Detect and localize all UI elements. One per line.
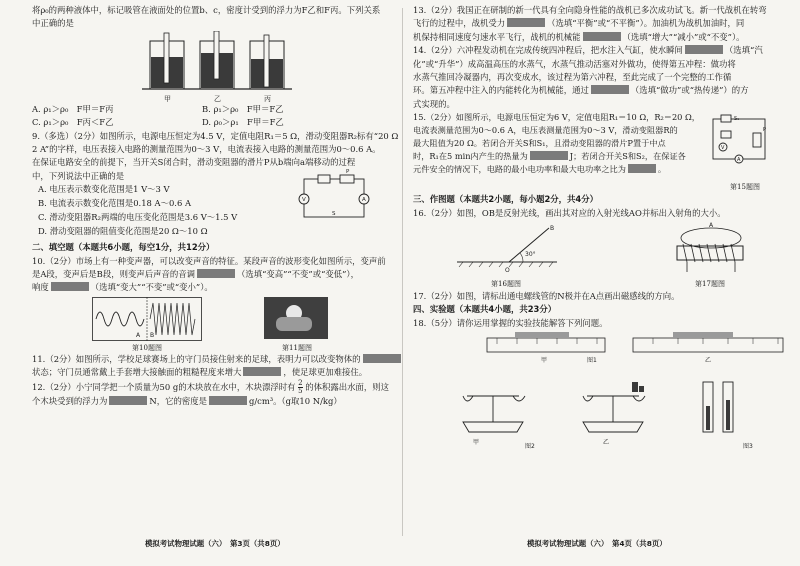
beaker-label-jia: 甲 bbox=[164, 94, 171, 103]
balance-label-jia: 甲 bbox=[473, 439, 480, 447]
q9-option-b[interactable]: B. 电流表示数变化范围是0.18 A～0.6 A bbox=[38, 198, 191, 209]
q10-line-1: 10.（2分）市场上有一种变声器，可以改变声音的特征。某段声音的波形变化如图所示，变声前 bbox=[32, 255, 386, 266]
q13-text-d: （选填“增大”“减小”或“不变”）。 bbox=[622, 31, 745, 42]
svg-text:V: V bbox=[302, 197, 306, 204]
svg-text:B: B bbox=[150, 331, 155, 339]
q13-line-2 bbox=[413, 17, 791, 30]
q8-option-d[interactable]: D. ρ₀＞ρ₁ F甲＝F乙 bbox=[202, 117, 284, 128]
q14-text-c: 环。第五冲程中注入的内能转化为机械能，通过 bbox=[413, 85, 589, 96]
beakers-diagram bbox=[142, 31, 292, 103]
solenoid-diagram bbox=[653, 222, 763, 274]
q11-answer-blank-1[interactable] bbox=[363, 354, 401, 363]
angle-label: 30° bbox=[525, 251, 536, 259]
svg-text:V: V bbox=[721, 145, 725, 152]
q8-options-row-1 bbox=[32, 103, 410, 116]
q14-line-5: 式实现的。 bbox=[413, 98, 455, 109]
q15-answer-blank-2[interactable] bbox=[628, 164, 656, 173]
q17-line: 17.（2分）如图，请标出通电螺线管的N极并在A点画出磁感线的方向。 bbox=[413, 291, 680, 302]
q8-options-row-2 bbox=[32, 116, 410, 129]
svg-text:P: P bbox=[346, 169, 350, 176]
q14-line-3: 水蒸气推回冷凝器内，再次变成水，该过程为第六冲程，至此完成了一个完整的工作循 bbox=[413, 72, 732, 83]
q15-answer-blank-1[interactable] bbox=[530, 151, 568, 160]
fig17-caption: 第17题图 bbox=[695, 280, 725, 289]
q8-option-c[interactable]: C. ρ₁＞ρ₀ F丙＜F乙 bbox=[32, 117, 114, 128]
q15-block bbox=[413, 111, 791, 193]
q13-text-a: 飞行的过程中，战机受力 bbox=[413, 18, 506, 29]
q13-answer-blank-1[interactable] bbox=[507, 18, 545, 27]
page-3-column bbox=[32, 4, 410, 408]
q15-line-5 bbox=[413, 163, 705, 176]
q15-line-1: 15.（2分）如图所示，电源电压恒定为6 V，定值电阻R₁＝10 Ω，R₂＝20 Ω， bbox=[413, 112, 700, 123]
q9-circuit-diagram bbox=[294, 169, 374, 223]
q18-ruler-figure bbox=[413, 330, 791, 370]
q15-line-4 bbox=[413, 150, 705, 163]
q14-text-b: （选填“汽 bbox=[724, 45, 763, 56]
balances-and-thermometers bbox=[433, 370, 773, 450]
section-2-title: 二、填空题（本题共6小题，每空1分，共12分） bbox=[32, 242, 215, 253]
q15-text-a: 时，R₁在5 min内产生的热量为 bbox=[413, 151, 528, 162]
svg-text:S₁: S₁ bbox=[734, 116, 740, 123]
q13-text-b: （选填“平衡”或“不平衡”）。加油机为战机加油时，同 bbox=[547, 18, 745, 29]
beaker-label-yi: 乙 bbox=[214, 94, 221, 103]
q14-answer-blank-1[interactable] bbox=[685, 45, 723, 54]
q10-answer-blank-2[interactable] bbox=[51, 282, 89, 291]
svg-text:A: A bbox=[709, 222, 714, 230]
fig3-caption: 图3 bbox=[743, 443, 753, 451]
q18-line: 18.（5分）请你运用掌握的实验技能解答下列问题。 bbox=[413, 317, 608, 328]
beaker-label-bing: 丙 bbox=[264, 94, 271, 103]
q15-text-d: 。 bbox=[657, 164, 667, 175]
svg-text:A: A bbox=[136, 331, 141, 339]
section-3-title: 三、作图题（本题共2小题，每小题2分，共4分） bbox=[413, 194, 598, 205]
q9-option-d[interactable]: D. 滑动变阻器的阻值变化范围是20 Ω～10 Ω bbox=[38, 226, 208, 237]
page-4-footer: 模拟考试物理试题（六） 第4页（共8页） bbox=[527, 539, 667, 548]
balance-label-yi: 乙 bbox=[603, 439, 610, 447]
fig10-caption: 第10题图 bbox=[132, 343, 162, 352]
q8-option-b[interactable]: B. ρ₁＞ρ₀ F甲＝F乙 bbox=[202, 103, 284, 114]
q14-answer-blank-2[interactable] bbox=[591, 85, 629, 94]
fig2-caption: 图2 bbox=[525, 443, 535, 451]
q12-text-c: 个木块受到的浮力为 bbox=[32, 395, 108, 406]
goalkeeper-photo bbox=[264, 297, 328, 339]
q16-q17-figures bbox=[413, 220, 791, 290]
q9-option-a[interactable]: A. 电压表示数变化范围是1 V～3 V bbox=[38, 184, 170, 195]
q9-line-4: 中，下列说法中正确的是 bbox=[32, 170, 125, 181]
q10-answer-blank-1[interactable] bbox=[197, 269, 235, 278]
q9-option-c[interactable]: C. 滑动变阻器R₂两端的电压变化范围是3.6 V～1.5 V bbox=[38, 212, 238, 223]
q13-text-c: 机保持相同速度匀速水平飞行，战机的机械能 bbox=[413, 31, 581, 42]
q12-text-e: g/cm³。（g取10 N/kg） bbox=[248, 395, 342, 406]
q13-line-1: 13.（2分）我国正在研制的新一代具有全向隐身性能的战机已多次成功试飞。新一代战机在转弯 bbox=[413, 5, 767, 15]
q12-line-2 bbox=[32, 395, 410, 408]
q8-density-figure bbox=[32, 31, 410, 103]
q10-text-a: 是A段，变声后是B段，则变声后声音的音调 bbox=[32, 269, 195, 280]
q10-text-c: 响度 bbox=[32, 282, 49, 293]
fraction-numerator: 2 bbox=[298, 378, 303, 387]
q12-answer-blank-1[interactable] bbox=[109, 396, 147, 405]
q12-text-a: 12.（2分）小宁同学把一个质量为50 g的木块放在水中，木块漂浮时有 bbox=[32, 381, 296, 392]
q10-line-2 bbox=[32, 268, 410, 281]
fraction-denominator: 5 bbox=[298, 386, 303, 395]
q11-line-2 bbox=[32, 366, 410, 379]
rulers-diagram bbox=[483, 332, 800, 370]
q15-line-2: 电流表测量范围为0～0.6 A，电压表测量范围为0～3 V，滑动变阻器R的 bbox=[413, 125, 678, 136]
q10-line-3 bbox=[32, 281, 410, 294]
fig16-caption: 第16题图 bbox=[491, 280, 521, 289]
q11-answer-blank-2[interactable] bbox=[243, 367, 281, 376]
q16-line: 16.（2分）如图，OB是反射光线，画出其对应的入射光线AO并标出入射角的大小。 bbox=[413, 207, 726, 218]
reflection-diagram bbox=[453, 222, 563, 274]
q12-text-d: N，它的密度是 bbox=[149, 395, 207, 406]
q10-text-b: （选填“变高”“不变”或“变低”）， bbox=[236, 269, 359, 280]
fig1-caption: 图1 bbox=[587, 357, 597, 365]
q14-text-a: 14.（2分）六冲程发动机在完成传统四冲程后，把水注入气缸，使水瞬间 bbox=[413, 45, 683, 56]
sound-waveform-figure bbox=[92, 297, 202, 341]
q8-option-a[interactable]: A. ρ₁＞ρ₀ F甲＝F丙 bbox=[32, 103, 114, 114]
q9-line-3: 在保证电路安全的前提下，当开关S闭合时，滑动变阻器的滑片P从b端向a端移动的过程 bbox=[32, 157, 356, 168]
column-divider bbox=[402, 8, 403, 536]
q8-intro-line-2: 中正确的是 bbox=[32, 18, 74, 29]
q15-text-b: J；若闭合开关S和S₂，在保证各 bbox=[569, 151, 686, 162]
q10-q11-figures bbox=[32, 295, 410, 353]
svg-text:O: O bbox=[505, 267, 510, 275]
q11-text-b: 状态；守门员通常戴上手套增大接触面的粗糙程度来增大 bbox=[32, 367, 242, 378]
q10-text-d: （选填“变大”“不变”或“变小”）。 bbox=[90, 282, 213, 293]
q15-text-c: 元件安全的情况下，电路的最小电功率和最大电功率之比为 bbox=[413, 164, 626, 175]
q12-text-b: 的体积露出水面，则这 bbox=[305, 381, 390, 392]
ruler-label-yi: 乙 bbox=[705, 357, 712, 365]
svg-text:B: B bbox=[550, 225, 555, 233]
svg-text:S: S bbox=[332, 211, 336, 218]
q14-line-4 bbox=[413, 84, 791, 97]
svg-text:A: A bbox=[737, 157, 741, 164]
q18-balance-figures bbox=[413, 370, 791, 452]
q11-text-c: ，使足球更加难接住。 bbox=[283, 367, 368, 378]
q12-answer-blank-2[interactable] bbox=[209, 396, 247, 405]
page-4-column bbox=[413, 4, 791, 452]
q9-line-1: 9.（多选）（2分）如图所示，电源电压恒定为4.5 V，定值电阻R₁＝5 Ω，滑动变阻器R₂标有“20 Ω bbox=[32, 130, 399, 141]
q12-line-1 bbox=[32, 380, 410, 395]
q15-line-3: 最大阻值为20 Ω。若闭合开关S和S₁，且滑动变阻器的滑片P置于中点 bbox=[413, 138, 666, 149]
q13-answer-blank-2[interactable] bbox=[583, 32, 621, 41]
fig11-caption: 第11题图 bbox=[282, 343, 312, 352]
ruler-label-jia: 甲 bbox=[541, 357, 548, 365]
q13-line-3 bbox=[413, 31, 791, 44]
page-3-footer: 模拟考试物理试题（六） 第3页（共8页） bbox=[145, 539, 285, 548]
q15-circuit-diagram bbox=[709, 113, 773, 171]
q9-line-2: 2 A”的字样，电压表接入电路的测量范围为0～3 V，电流表接入电路的测量范围为0～0.6 A。 bbox=[32, 144, 381, 155]
q8-intro-line-1: 将ρ₀的两种液体中，标记吸管在液面处的位置b、c，密度计受到的浮力为F乙和F丙。下列关系 bbox=[32, 5, 381, 15]
section-4-title: 四、实验题（本题共4小题，共23分） bbox=[413, 304, 557, 315]
svg-text:P: P bbox=[763, 127, 767, 134]
fraction-two-fifths bbox=[298, 380, 302, 395]
q14-line-2: 化”或“升华”）成高温高压的水蒸气，水蒸气推动活塞对外做功，使得第五冲程：做功将 bbox=[413, 58, 736, 69]
fig15-caption: 第15题图 bbox=[730, 183, 760, 192]
q11-text-a: 11.（2分）如图所示，学校足球赛场上的守门员接住射来的足球，表明力可以改变物体的 bbox=[32, 353, 361, 364]
q11-line-1 bbox=[32, 353, 410, 366]
q14-line-1 bbox=[413, 44, 791, 57]
q14-text-d: （选填“做功”或“热传递”）的方 bbox=[630, 85, 749, 96]
svg-text:A: A bbox=[362, 197, 366, 204]
